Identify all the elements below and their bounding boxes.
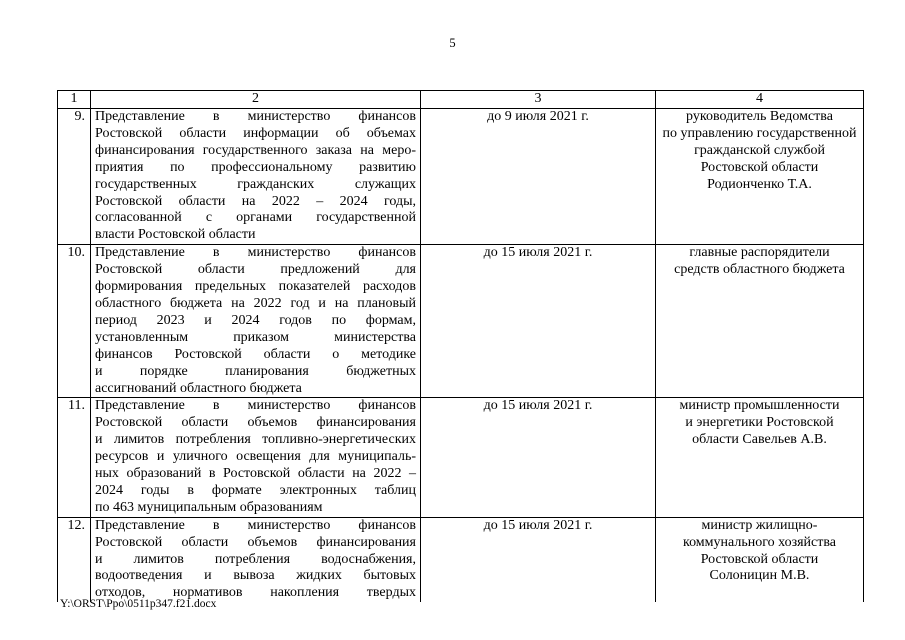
row-deadline-cell: до 9 июля 2021 г.	[421, 109, 656, 245]
table-row	[58, 517, 864, 602]
row-action-cell: Представление в министерство финансов Ростовской области информации об объемах финансирования государственного заказа на меро- приятия по профессиональному развитию государственных гражданских служащих Ростовской области на 2022 – 2024 годы, согласованной с органами государственной власти Ростовской области	[91, 109, 421, 245]
assignments-table	[57, 90, 864, 602]
page-number: 5	[449, 36, 456, 50]
table-row	[58, 245, 864, 398]
row-action-cell: Представление в министерство финансов Ростовской области объемов финансирования и лимитов потребления топливно-энергетических ресурсов и уличного освещения для муниципаль- ных образований в Ростовской области на 2022 – 2024 годы в формате электронных таблиц по 463 муниципальным образованиям	[91, 398, 421, 517]
col-header-4: 4	[656, 91, 864, 109]
document-path: Y:\ORST\Ppo\0511p347.f21.docx	[60, 598, 217, 610]
row-action-cell: Представление в министерство финансов Ростовской области объемов финансирования и лимитов потребления водоснабжения, водоотведения и вывоза жидких бытовых отходов, нормативов накопления твердых	[91, 517, 421, 602]
table-row	[58, 398, 864, 517]
row-responsible-cell: министр промышленности и энергетики Ростовской области Савельев А.В.	[656, 398, 864, 517]
row-responsible-cell: министр жилищно- коммунального хозяйства Ростовской области Солоницин М.В.	[656, 517, 864, 602]
row-deadline-cell: до 15 июля 2021 г.	[421, 517, 656, 602]
row-number-cell: 12.	[58, 517, 91, 602]
col-header-3: 3	[421, 91, 656, 109]
table-row	[58, 109, 864, 245]
row-responsible-cell: руководитель Ведомства по управлению государственной гражданской службой Ростовской области Родионченко Т.А.	[656, 109, 864, 245]
row-deadline-cell: до 15 июля 2021 г.	[421, 245, 656, 398]
row-action-cell: Представление в министерство финансов Ростовской области предложений для формирования предельных показателей расходов областного бюджета на 2022 год и на плановый период 2023 и 2024 годов по формам, установленным приказом министерства финансов Ростовской области о методике и порядке планирования бюджетных ассигнований областного бюджета	[91, 245, 421, 398]
col-header-1: 1	[58, 91, 91, 109]
row-responsible-cell: главные распорядители средств областного бюджета	[656, 245, 864, 398]
table-header-row	[58, 91, 864, 109]
col-header-2: 2	[91, 91, 421, 109]
row-number-cell: 9.	[58, 109, 91, 245]
row-deadline-cell: до 15 июля 2021 г.	[421, 398, 656, 517]
row-number-cell: 10.	[58, 245, 91, 398]
row-number-cell: 11.	[58, 398, 91, 517]
